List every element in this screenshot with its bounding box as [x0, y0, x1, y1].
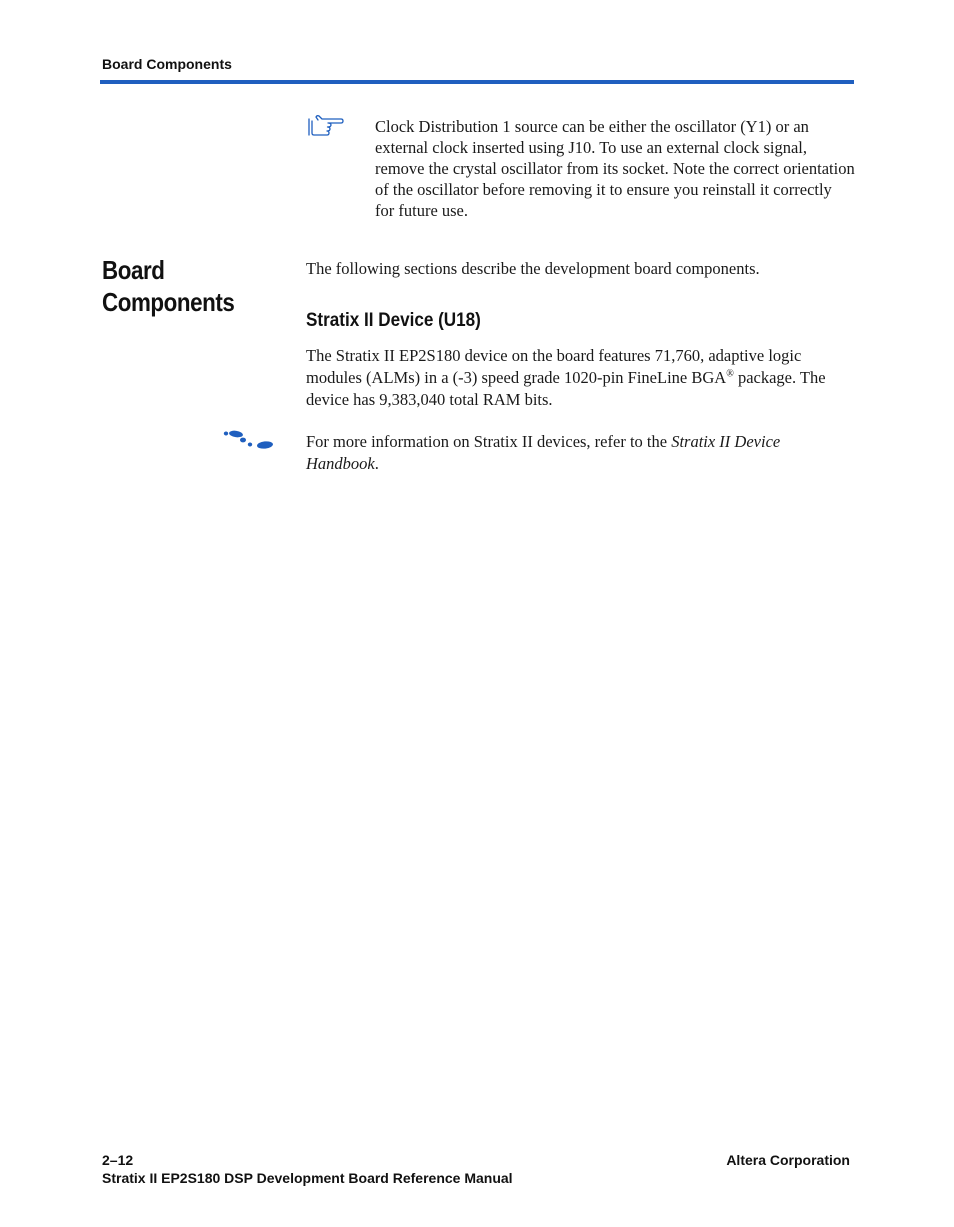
- registered-mark: ®: [726, 368, 734, 380]
- handbook-title: Stratix II Device Handbook: [306, 432, 781, 473]
- footer-company: Altera Corporation: [726, 1152, 850, 1168]
- section-heading: Board Components: [102, 255, 235, 317]
- running-header: Board Components: [102, 56, 232, 72]
- header-rule: [100, 80, 854, 84]
- subsection-heading: Stratix II Device (U18): [306, 310, 481, 331]
- footprints-icon: [223, 430, 275, 450]
- device-text-part2: package. The device has 9,383,040 total RAM bits.: [306, 368, 826, 409]
- device-text-part1: The Stratix II EP2S180 device on the board features 71,760, adaptive logic modules (ALMs) in a (-3) speed grade 1020-pin FineLine BGA: [306, 346, 802, 387]
- reference-text-before: For more information on Stratix II devices, refer to the: [306, 432, 672, 451]
- page-number: 2–12: [102, 1152, 134, 1168]
- reference-text-after: .: [374, 454, 379, 473]
- device-paragraph: [306, 345, 854, 411]
- pointing-hand-icon: [307, 114, 345, 136]
- reference-paragraph: [306, 431, 854, 475]
- footer-left: [102, 1151, 513, 1187]
- note-text: Clock Distribution 1 source can be either the oscillator (Y1) or an external clock inserted using J10. To use an external clock signal, remove the crystal oscillator from its socket. Note the correct orientation of the oscillator before removing it to ensure you reinstall it correctly for future use.: [375, 117, 855, 220]
- manual-title: Stratix II EP2S180 DSP Development Board Reference Manual: [102, 1170, 513, 1186]
- intro-paragraph: The following sections describe the development board components.: [306, 259, 760, 278]
